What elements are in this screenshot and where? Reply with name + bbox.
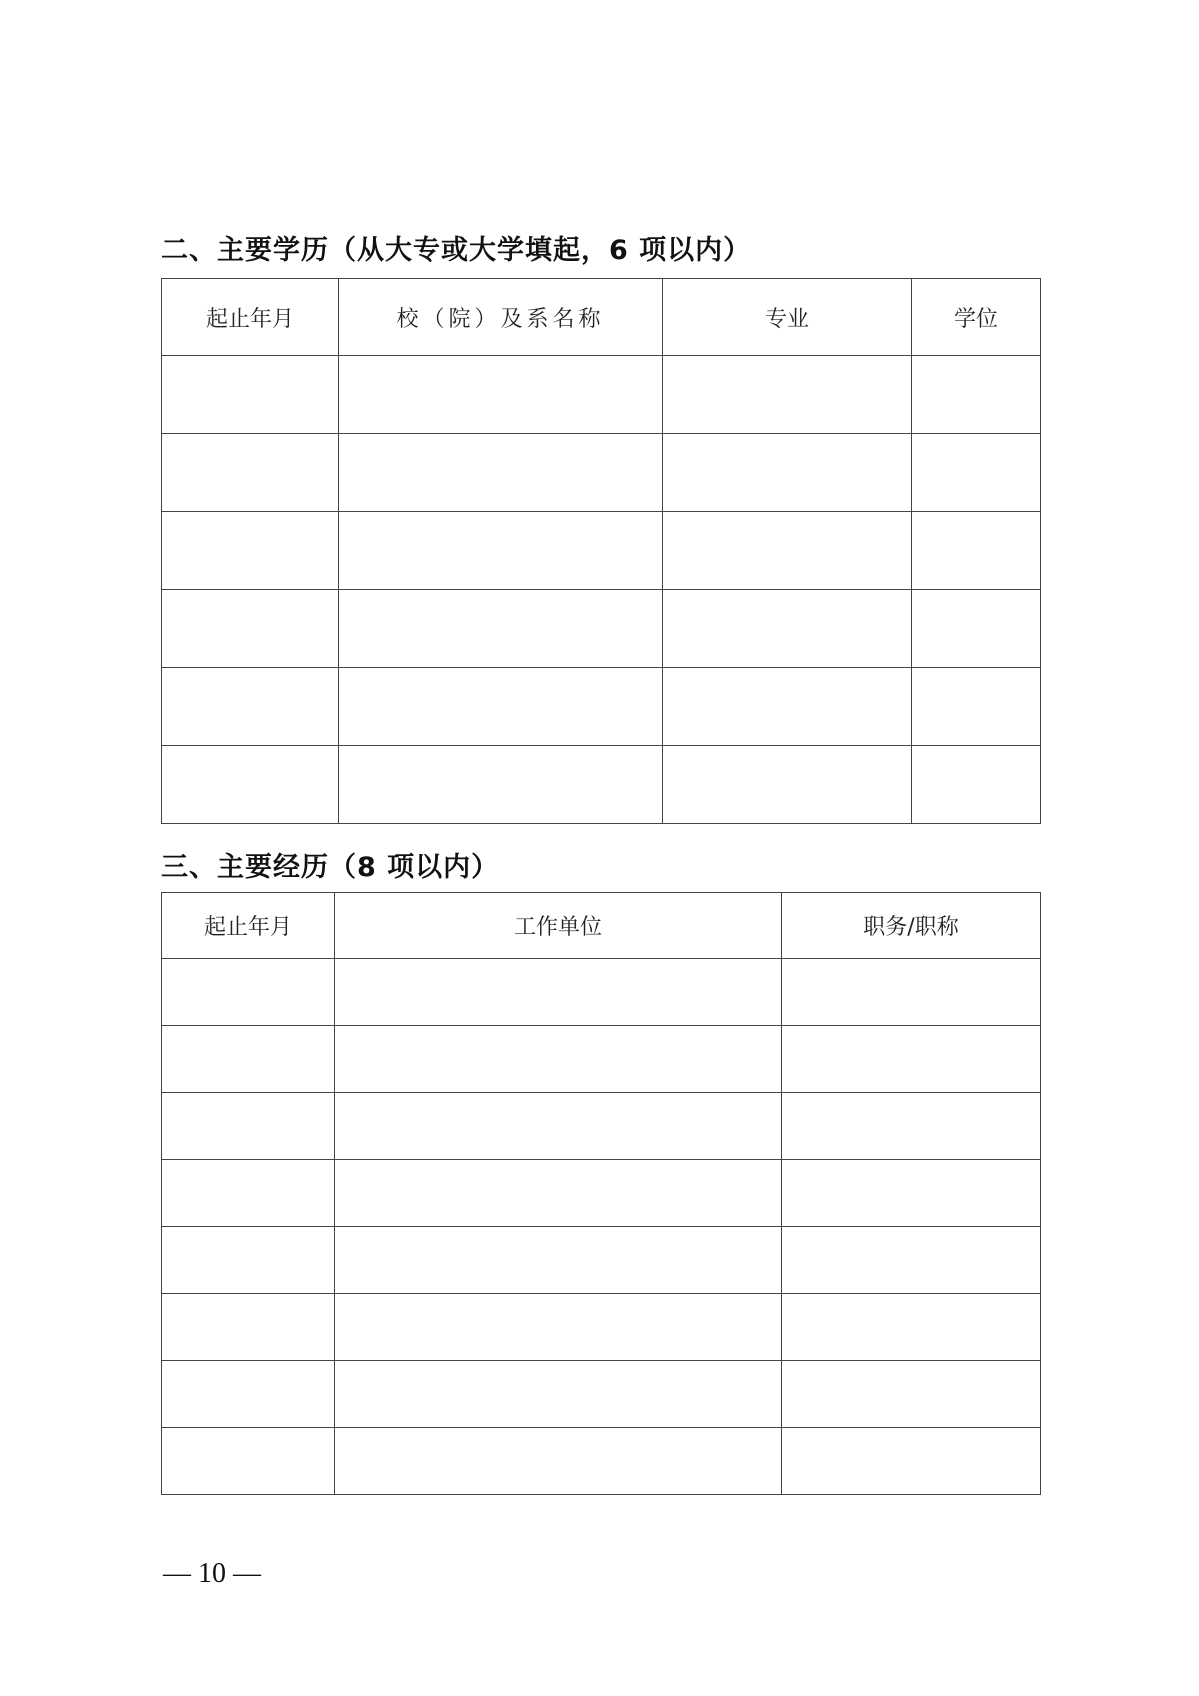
column-header-degree: 学位 (912, 279, 1041, 356)
table-cell[interactable] (335, 1361, 782, 1428)
table-cell[interactable] (162, 959, 335, 1026)
table-cell[interactable] (339, 356, 663, 434)
table-row (162, 1227, 1041, 1294)
table-cell[interactable] (663, 356, 912, 434)
column-header-major: 专业 (663, 279, 912, 356)
table-row (162, 668, 1041, 746)
page-number: — 10 — (163, 1558, 261, 1589)
experience-heading: 三、主要经历（8 项以内） (161, 852, 500, 883)
table-row (162, 1428, 1041, 1495)
table-cell[interactable] (912, 512, 1041, 590)
table-row (162, 1026, 1041, 1093)
column-header-period: 起止年月 (162, 279, 339, 356)
table-cell[interactable] (162, 356, 339, 434)
education-header-row (162, 279, 1041, 356)
table-cell[interactable] (782, 1428, 1041, 1495)
table-cell[interactable] (912, 356, 1041, 434)
table-cell[interactable] (162, 1294, 335, 1361)
table-cell[interactable] (339, 434, 663, 512)
table-row (162, 1160, 1041, 1227)
table-cell[interactable] (162, 1093, 335, 1160)
experience-header-row (162, 893, 1041, 959)
table-cell[interactable] (162, 512, 339, 590)
table-cell[interactable] (782, 1361, 1041, 1428)
column-header-school: 校（院）及系名称 (339, 279, 663, 356)
table-cell[interactable] (335, 1026, 782, 1093)
table-cell[interactable] (162, 1026, 335, 1093)
table-cell[interactable] (335, 1294, 782, 1361)
table-cell[interactable] (663, 512, 912, 590)
column-header-employer: 工作单位 (335, 893, 782, 959)
table-cell[interactable] (782, 959, 1041, 1026)
table-cell[interactable] (912, 434, 1041, 512)
table-cell[interactable] (162, 668, 339, 746)
table-cell[interactable] (162, 746, 339, 824)
table-row (162, 434, 1041, 512)
table-cell[interactable] (162, 1361, 335, 1428)
table-row (162, 1361, 1041, 1428)
table-row (162, 746, 1041, 824)
table-cell[interactable] (663, 668, 912, 746)
table-cell[interactable] (782, 1026, 1041, 1093)
education-heading: 二、主要学历（从大专或大学填起，6 项以内） (161, 235, 752, 266)
table-row (162, 1294, 1041, 1361)
table-cell[interactable] (335, 1093, 782, 1160)
table-cell[interactable] (782, 1227, 1041, 1294)
table-row (162, 512, 1041, 590)
table-cell[interactable] (339, 668, 663, 746)
table-row (162, 590, 1041, 668)
table-cell[interactable] (162, 590, 339, 668)
experience-table (161, 892, 1041, 1495)
column-header-period: 起止年月 (162, 893, 335, 959)
table-cell[interactable] (663, 590, 912, 668)
table-cell[interactable] (339, 512, 663, 590)
table-cell[interactable] (782, 1160, 1041, 1227)
table-cell[interactable] (912, 668, 1041, 746)
table-cell[interactable] (162, 1428, 335, 1495)
education-table (161, 278, 1041, 824)
table-cell[interactable] (339, 746, 663, 824)
table-cell[interactable] (162, 434, 339, 512)
table-cell[interactable] (782, 1294, 1041, 1361)
column-header-position: 职务/职称 (782, 893, 1041, 959)
table-cell[interactable] (782, 1093, 1041, 1160)
table-cell[interactable] (339, 590, 663, 668)
table-cell[interactable] (335, 959, 782, 1026)
table-row (162, 1093, 1041, 1160)
table-cell[interactable] (663, 434, 912, 512)
table-cell[interactable] (335, 1227, 782, 1294)
table-cell[interactable] (912, 590, 1041, 668)
table-cell[interactable] (335, 1428, 782, 1495)
table-cell[interactable] (663, 746, 912, 824)
table-cell[interactable] (162, 1227, 335, 1294)
table-cell[interactable] (912, 746, 1041, 824)
table-row (162, 356, 1041, 434)
table-row (162, 959, 1041, 1026)
table-cell[interactable] (162, 1160, 335, 1227)
table-cell[interactable] (335, 1160, 782, 1227)
